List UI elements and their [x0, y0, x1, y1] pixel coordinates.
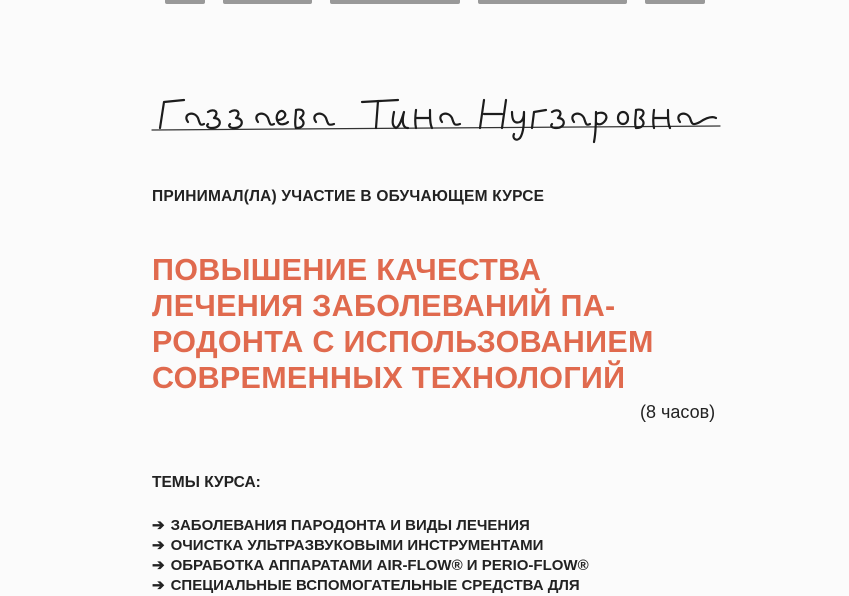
handwritten-signature [150, 88, 730, 148]
course-title-line: ЛЕЧЕНИЯ ЗАБОЛЕВАНИЙ ПА- [152, 289, 616, 323]
list-item [152, 536, 589, 556]
list-item [152, 576, 589, 596]
topic-text: ЗАБОЛЕВАНИЯ ПАРОДОНТА И ВИДЫ ЛЕЧЕНИЯ [170, 517, 530, 534]
arrow-right-icon: ➔ [152, 577, 165, 594]
topics-list [152, 516, 589, 596]
topic-text: ОЧИСТКА УЛЬТРАЗВУКОВЫМИ ИНСТРУМЕНТАМИ [170, 537, 544, 554]
course-title-line: РОДОНТА С ИСПОЛЬЗОВАНИЕМ [152, 325, 654, 359]
arrow-right-icon: ➔ [152, 557, 165, 574]
topic-text: ОБРАБОТКА АППАРАТАМИ AIR-FLOW® И PERIO-FLOW® [170, 557, 589, 574]
course-title [152, 252, 752, 396]
topic-text: СПЕЦИАЛЬНЫЕ ВСПОМОГАТЕЛЬНЫЕ СРЕДСТВА ДЛЯ [170, 577, 580, 594]
topics-heading: ТЕМЫ КУРСА: [152, 474, 261, 491]
course-duration: (8 часов) [640, 402, 716, 422]
course-title-line: СОВРЕМЕННЫХ ТЕХНОЛОГИЙ [152, 361, 626, 395]
arrow-right-icon: ➔ [152, 517, 165, 534]
participation-statement: ПРИНИМАЛ(ЛА) УЧАСТИЕ В ОБУЧАЮЩЕМ КУРСЕ [152, 188, 545, 205]
list-item [152, 516, 589, 536]
course-title-line: ПОВЫШЕНИЕ КАЧЕСТВА [152, 253, 542, 287]
list-item [152, 556, 589, 576]
arrow-right-icon: ➔ [152, 537, 165, 554]
cut-off-header-text [165, 0, 705, 4]
